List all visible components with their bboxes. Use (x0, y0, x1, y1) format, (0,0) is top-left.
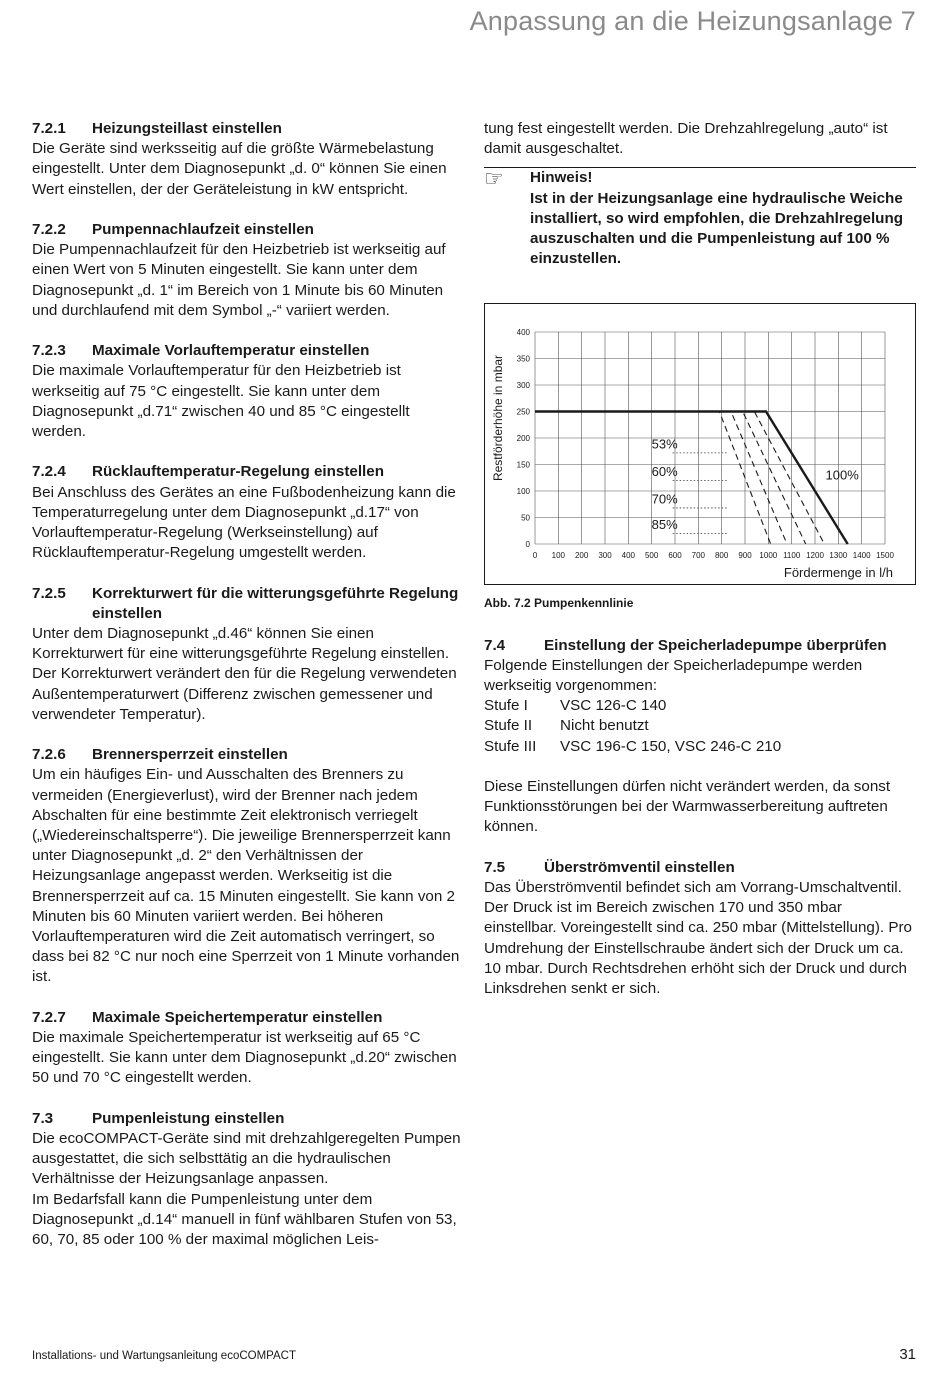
section-heading (32, 1008, 464, 1028)
x-tick-label: 1200 (806, 551, 824, 561)
section-heading (32, 220, 464, 240)
x-tick-label: 800 (714, 551, 729, 561)
x-tick-label: 900 (738, 551, 752, 561)
right-column (484, 119, 916, 1019)
section-text-2: Diese Einstellungen dürfen nicht verändert werden, da sonst Funktionsstörungen bei der Warmwasserbereitung auftreten können. (484, 778, 891, 836)
section-heading (32, 462, 464, 482)
series-line-85pct (535, 412, 824, 545)
hint-content (530, 168, 916, 269)
pump-curve-chart (484, 303, 916, 585)
y-tick-label: 0 (525, 540, 530, 550)
section-number: 7.2.3 (32, 342, 66, 360)
section-text: Die Pumpennachlaufzeit für den Heizbetrieb ist werkseitig auf einen Wert von 5 Minuten eingestellt. Sie kann unter dem Diagnosepunkt „d. 1“ im Bereich von 1 Minute bis 60 Minuten und durchlaufend mit dem Symbol „-“ variiert werden. (32, 241, 446, 319)
section-title: Heizungsteillast einstellen (92, 120, 282, 137)
section-text: Bei Anschluss des Gerätes an eine Fußbodenheizung kann die Temperaturregelung unter dem Diagnosepunkt „d.17“ von Vorlauftemperatur-Regelung (Werkseinstellung) auf Rücklauftemperatur-Regelung umgestellt werden. (32, 483, 456, 562)
section-heading (32, 119, 464, 139)
series-label: 85% (651, 517, 678, 533)
series-label: 100% (825, 467, 859, 483)
section-number: 7.2.2 (32, 221, 66, 238)
x-tick-label: 1100 (783, 551, 801, 561)
chart-svg (485, 304, 915, 584)
section-number: 7.2.5 (32, 584, 66, 602)
stufe-row (484, 716, 916, 736)
y-axis-label: Restförderhöhe in mbar (491, 355, 505, 482)
section-7-2-2 (32, 220, 464, 321)
y-tick-label: 350 (516, 354, 530, 364)
y-tick-label: 300 (516, 381, 530, 391)
x-tick-label: 600 (668, 551, 682, 561)
y-tick-label: 250 (516, 407, 530, 417)
series-label: 70% (651, 492, 678, 508)
section-number: 7.4 (484, 636, 506, 654)
section-7-4 (484, 636, 916, 757)
stufe-label: Stufe III (484, 737, 537, 755)
section-text: Das Überströmventil befindet sich am Vorrang-Umschaltventil. (484, 879, 902, 897)
x-tick-label: 200 (574, 551, 589, 561)
y-tick-label: 200 (516, 434, 530, 444)
x-tick-label: 0 (532, 551, 538, 561)
section-number: 7.2.1 (32, 120, 66, 137)
section-7-2-6 (32, 745, 464, 987)
section-text: Die ecoCOMPACT-Geräte sind mit drehzahlgeregelten Pumpen ausgestattet, die sich selbsttätig an die hydraulischen Verhältnisse der Heizungsanlage anpassen. (32, 1130, 461, 1188)
section-7-2-7 (32, 1008, 464, 1089)
y-tick-label: 50 (521, 513, 530, 523)
section-title: Überströmventil einstellen (544, 858, 735, 876)
section-title: Korrekturwert für die witterungsgeführte Regelung einstellen (92, 584, 459, 622)
section-heading (32, 341, 464, 361)
section-number: 7.5 (484, 858, 506, 876)
section-title: Rücklauftemperatur-Regelung einstellen (92, 463, 384, 481)
x-tick-label: 1000 (759, 551, 778, 561)
stufe-row (484, 737, 916, 757)
series-label: 60% (651, 464, 678, 480)
y-tick-label: 150 (516, 460, 530, 470)
y-tick-label: 100 (516, 487, 530, 497)
section-title: Brennersperrzeit einstellen (92, 746, 288, 764)
x-axis-label: Fördermenge in l/h (783, 565, 893, 581)
section-7-2-4 (32, 462, 464, 563)
section-7-5 (484, 858, 916, 999)
hint-text: Ist in der Heizungsanlage eine hydraulische Weiche installiert, so wird empfohlen, die Drehzahlregelung auszuschalten und die Pumpenleistung auf 100 % einzustellen. (530, 189, 903, 268)
stufe-value: Nicht benutzt (560, 717, 649, 735)
section-7-3 (32, 1109, 464, 1250)
section-number: 7.2.4 (32, 463, 66, 481)
section-title: Einstellung der Speicherladepumpe überprüfen (544, 636, 887, 654)
stufe-value: VSC 196-C 150, VSC 246-C 210 (560, 737, 782, 755)
x-tick-label: 1500 (876, 551, 894, 561)
section-text: Unter dem Diagnosepunkt „d.46“ können Sie einen Korrekturwert für eine witterungsgeführte Regelung einstellen. Der Korrekturwert verändert den für die Regelung verwendeten Außentemperaturwert (Differenz zwischen gemessener und verwendeter Temperatur). (32, 625, 457, 723)
x-tick-label: 700 (691, 551, 706, 561)
section-text: Um ein häufiges Ein- und Ausschalten des Brenners zu vermeiden (Energieverlust), wird der Brenner nach jedem Abschalten für eine bestimmte Zeit elektronisch verriegelt („Wiedereinschaltsperre“). Die jeweilige Brennersperrzeit kann unter Diagnosepunkt „d. 2“ den Verhältnissen der Heizungsanlage angepasst werden. Werkseitig ist die Brennersperrzeit auf ca. 15 Minuten eingestellt. Sie kann von 2 Minuten bis 60 Minuten variiert werden. Bei höheren Vorlauftemperaturen wird die Zeit automatisch verringert, so dass bei 82 °C nur noch eine Sperrzeit von 1 Minute vorhanden ist. (32, 766, 460, 986)
stufe-label: Stufe I (484, 697, 528, 715)
section-7-2-3 (32, 341, 464, 442)
section-text: Folgende Einstellungen der Speicherladepumpe werden werkseitig vorgenommen: (484, 656, 863, 695)
series-label: 53% (651, 437, 678, 453)
hint-box (484, 167, 916, 269)
y-tick-label: 400 (516, 328, 530, 338)
section-text: Die Geräte sind werksseitig auf die größte Wärmebelastung eingestellt. Unter dem Diagnosepunkt „d. 0“ können Sie einen Wert einstellen, der der Geräteleistung in kW entspricht. (32, 140, 447, 198)
footer-manual-title: Installations- und Wartungsanleitung ecoCOMPACT (32, 1350, 296, 1362)
section-text: Die maximale Speichertemperatur ist werkseitig auf 65 °C eingestellt. Sie kann unter dem Diagnosepunkt „d.20“ zwischen 50 und 70 °C eingestellt werden. (32, 1029, 457, 1087)
section-text-2: Im Bedarfsfall kann die Pumpenleistung unter dem Diagnosepunkt „d.14“ manuell in fünf wählbaren Stufen von 53, 60, 70, 85 oder 100 % der maximal möglichen Leis- (32, 1190, 457, 1249)
section-7-2-5 (32, 584, 464, 725)
left-column (32, 119, 464, 1270)
section-title: Maximale Speichertemperatur einstellen (92, 1008, 383, 1026)
hint-title: Hinweis! (530, 169, 593, 187)
section-text-2: Der Druck ist im Bereich zwischen 170 und 350 mbar einstellbar. Voreingestellt sind ca. 250 mbar (Mittelstellung). Pro Umdrehung der Einstellschraube ändert sich der Druck um ca. 10 mbar. Durch Rechtsdrehen erhöht sich der Druck und durch Linksdrehen senkt er sich. (484, 899, 912, 998)
x-tick-label: 300 (598, 551, 612, 561)
page-header-title: Anpassung an die Heizungsanlage 7 (469, 6, 916, 36)
stufe-row (484, 696, 916, 716)
page-number: 31 (899, 1346, 916, 1363)
continuation-text: tung fest eingestellt werden. Die Drehzahlregelung „auto“ ist damit ausgeschaltet. (484, 120, 888, 158)
section-heading (32, 584, 464, 624)
section-title: Maximale Vorlauftemperatur einstellen (92, 342, 370, 360)
section-heading (32, 745, 464, 765)
x-tick-label: 1300 (829, 551, 848, 561)
section-number: 7.3 (32, 1109, 54, 1127)
section-title: Pumpennachlaufzeit einstellen (92, 221, 314, 238)
x-tick-label: 500 (644, 551, 659, 561)
section-title: Pumpenleistung einstellen (92, 1109, 285, 1127)
section-text: Die maximale Vorlauftemperatur für den Heizbetrieb ist werkseitig auf 75 °C eingestellt. Sie kann unter dem Diagnosepunkt „d.71“ zwischen 40 und 85 °C eingestellt werden. (32, 362, 410, 441)
section-heading (484, 858, 916, 878)
section-heading (32, 1109, 464, 1129)
figure-caption: Abb. 7.2 Pumpenkennlinie (484, 596, 634, 611)
stufe-value: VSC 126-C 140 (560, 697, 667, 715)
x-tick-label: 100 (551, 551, 566, 561)
section-heading (484, 636, 916, 656)
pointing-hand-icon: ☞ (484, 166, 504, 192)
section-7-2-1 (32, 119, 464, 200)
x-tick-label: 400 (621, 551, 636, 561)
stufe-label: Stufe II (484, 717, 533, 735)
x-tick-label: 1400 (852, 551, 871, 561)
section-number: 7.2.7 (32, 1008, 66, 1026)
section-number: 7.2.6 (32, 746, 66, 764)
